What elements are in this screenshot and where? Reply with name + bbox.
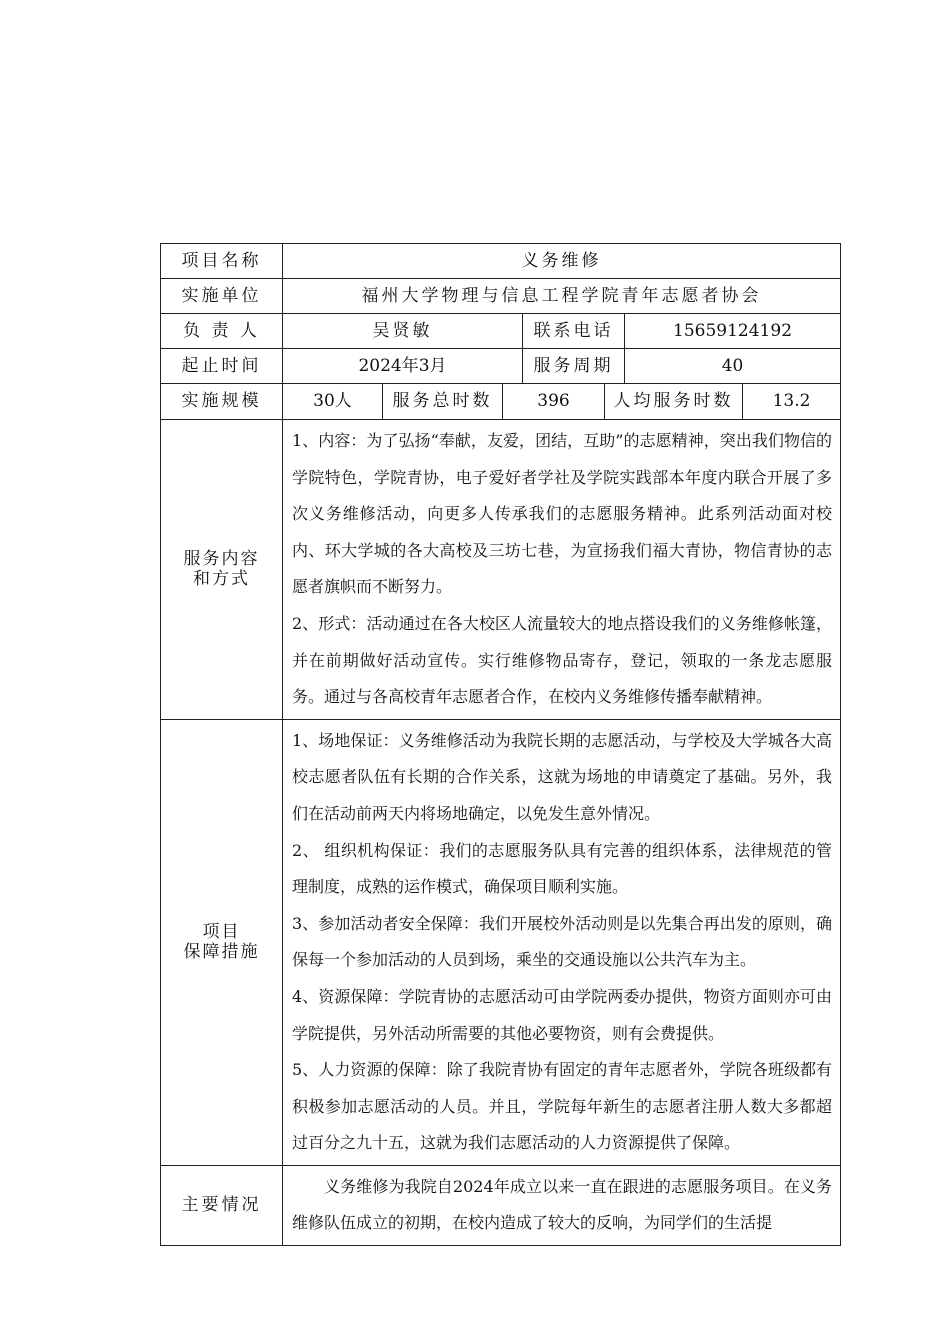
scale-label: 实施规模 [161,384,283,420]
measures-paragraph-3: 3、参加活动者安全保障：我们开展校外活动则是以先集合再出发的原则，确保每一个参加活动的人员到场，乘坐的交通设施以公共汽车为主。 [292,913,833,970]
content-label-line1: 服务内容 [183,548,260,569]
measures-paragraph-4: 4、资源保障：学院青协的志愿活动可由学院两委办提供，物资方面则亦可由学院提供，另外活动所需要的其他必要物资，则有会费提供。 [292,986,833,1043]
scale-people: 30人 [283,384,383,420]
content-paragraph-2: 2、形式：活动通过在各大校区人流量较大的地点搭设我们的义务维修帐篷，并在前期做好活动宣传。实行维修物品寄存，登记，领取的一条龙志愿服务。通过与各高校青年志愿者合作，在校内义务维修传播奉献精神。 [292,613,833,707]
leader-label: 负 责 人 [161,314,283,349]
measures-paragraph-1: 1、场地保证：义务维修活动为我院长期的志愿活动，与学校及大学城各大高校志愿者队伍有长期的合作关系，这就为场地的申请奠定了基础。另外，我们在活动前两天内将场地确定，以免发生意外情况。 [292,730,833,823]
cycle-label: 服务周期 [523,349,625,384]
main-label: 主要情况 [161,1165,283,1245]
avg-hours-value: 13.2 [743,384,841,420]
measures-text [283,719,841,1165]
row-project-name [161,244,841,279]
row-leader [161,314,841,349]
unit-value: 福州大学物理与信息工程学院青年志愿者协会 [283,279,841,314]
total-hours-value: 396 [503,384,605,420]
measures-label-line2: 保障措施 [183,942,260,963]
content-label [161,420,283,720]
content-text [283,420,841,720]
leader-value: 吴贤敏 [283,314,523,349]
measures-paragraph-5: 5、人力资源的保障：除了我院青协有固定的青年志愿者外，学院各班级都有积极参加志愿活动的人员。并且，学院每年新生的志愿者注册人数大多都超过百分之九十五，这就为我们志愿活动的人力资源提供了保障。 [292,1060,833,1153]
project-name-value: 义务维修 [283,244,841,279]
row-period [161,349,841,384]
row-unit [161,279,841,314]
total-hours-label: 服务总时数 [383,384,503,420]
project-info-table [160,243,841,1246]
content-paragraph-1: 1、内容：为了弘扬“奉献，友爱，团结，互助”的志愿精神，突出我们物信的学院特色，学院青协，电子爱好者学社及学院实践部本年度内联合开展了多次义务维修活动，向更多人传承我们的志愿服务精神。此系列活动面对校内、环大学城的各大高校及三坊七巷，为宣扬我们福大青协，物信青协的志愿者旗帜而不断努力。 [292,431,833,597]
main-text [283,1165,841,1245]
cycle-value: 40 [625,349,841,384]
period-label: 起止时间 [161,349,283,384]
row-scale [161,384,841,420]
phone-label: 联系电话 [523,314,625,349]
measures-label [161,719,283,1165]
project-name-label: 项目名称 [161,244,283,279]
main-paragraph: 义务维修为我院自2024年成立以来一直在跟进的志愿服务项目。在义务维修队伍成立的初期，在校内造成了较大的反响，为同学们的生活提 [292,1176,833,1233]
unit-label: 实施单位 [161,279,283,314]
row-main-situation [161,1165,841,1245]
measures-paragraph-2: 2、 组织机构保证：我们的志愿服务队具有完善的组织体系，法律规范的管理制度，成熟的运作模式，确保项目顺利实施。 [292,840,833,897]
row-content [161,420,841,720]
content-label-line2: 和方式 [193,569,250,590]
period-value: 2024年3月 [283,349,523,384]
phone-value: 15659124192 [625,314,841,349]
row-measures [161,719,841,1165]
avg-hours-label: 人均服务时数 [605,384,743,420]
measures-label-line1: 项目 [202,921,241,942]
